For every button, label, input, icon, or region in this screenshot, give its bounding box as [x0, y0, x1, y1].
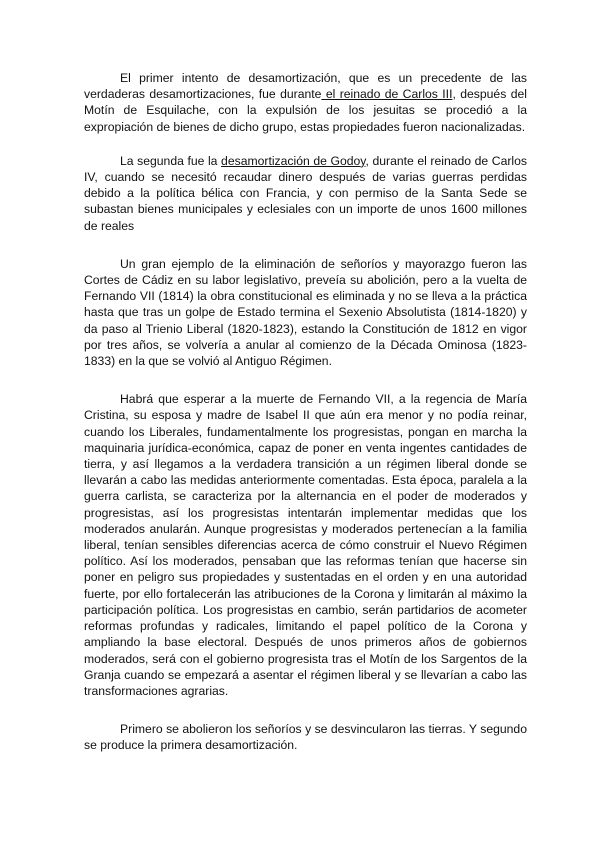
link-desamortizacion-godoy[interactable]: desamortización de Godoy — [221, 153, 366, 168]
paragraph-godoy — [84, 153, 527, 234]
document-page — [84, 70, 527, 772]
paragraph-text: El primer intento de desamortización, que es un precedente de las verdaderas desamortizaciones, fue durante — [84, 71, 527, 102]
paragraph-conclusion: Primero se abolieron los señoríos y se desvincularon las tierras. Y segundo se produce la primera desamortización. — [84, 722, 527, 753]
paragraph-carlos-iii — [84, 70, 527, 135]
paragraph-text: La segunda fue la — [120, 153, 222, 168]
paragraph-fernando-vii: Habrá que esperar a la muerte de Fernando VII, a la regencia de María Cristina, su esposa y madre de Isabel II que aún era menor y no podía reinar, cuando los Liberales, fundamentalmente los progresistas, pongan en marcha la maquinaria jurídica-económica, capaz de poner en venta ingentes cantidades de tierra, y así llegamos a la verdadera transición a un régimen liberal donde se llevarán a cabo las medidas anteriormente comentadas. Esta época, paralela a la guerra carlista, se caracteriza por la alternancia en el poder de moderados y progresistas, así los progresistas intentarán implementar medidas que los moderados anularán. Aunque progresistas y moderados pertenecían a la familia liberal, tenían sensibles diferencias acerca de cómo construir el Nuevo Régimen político. Así los moderados, pensaban que las reformas tenían que hacerse sin poner en peligro sus propiedades y sustentadas en el orden y en una autoridad fuerte, por ello fortalecerán las atribuciones de la Corona y limitarán al máximo la participación política. Los progresistas en cambio, serán partidarios de acometer reformas profundas y radicales, limitando el papel político de la Corona y ampliando la base electoral. Después de unos primeros años de gobiernos moderados, será con el gobierno progresista tras el Motín de los Sargentos de la Granja cuando se empezará a asentar el régimen liberal y se llevarían a cabo las transformaciones agrarias. — [84, 392, 527, 698]
paragraph-cortes-cadiz: Un gran ejemplo de la eliminación de señoríos y mayorazgo fueron las Cortes de Cádiz en su labor legislativo, preveía su abolición, pero a la vuelta de Fernando VII (1814) la obra constitucional es eliminada y no se lleva a la práctica hasta que tras un golpe de Estado termina el Sexenio Absolutista (1814-1820) y da paso al Trienio Liberal (1820-1823), estando la Constitución de 1812 en vigor por tres años, se volvería a anular al comienzo de la Década Ominosa (1823-1833) en la que se volvió al Antiguo Régimen. — [84, 256, 527, 369]
paragraph-text: , después del Motín de Esquilache, con la expulsión de los jesuitas se procedió a la expropiación de bienes de dicho grupo, estas propiedades fueron nacionalizadas. — [84, 87, 527, 134]
paragraph-text: , durante el reinado de Carlos IV, cuando se necesitó recaudar dinero después de varias guerras perdidas debido a la política bélica con Francia, y con permiso de la Santa Sede se subastan bienes municipales y eclesiales con un importe de unos 1600 millones de reales — [84, 153, 527, 233]
link-reinado-carlos-iii[interactable]: el reinado de Carlos III — [321, 87, 453, 102]
